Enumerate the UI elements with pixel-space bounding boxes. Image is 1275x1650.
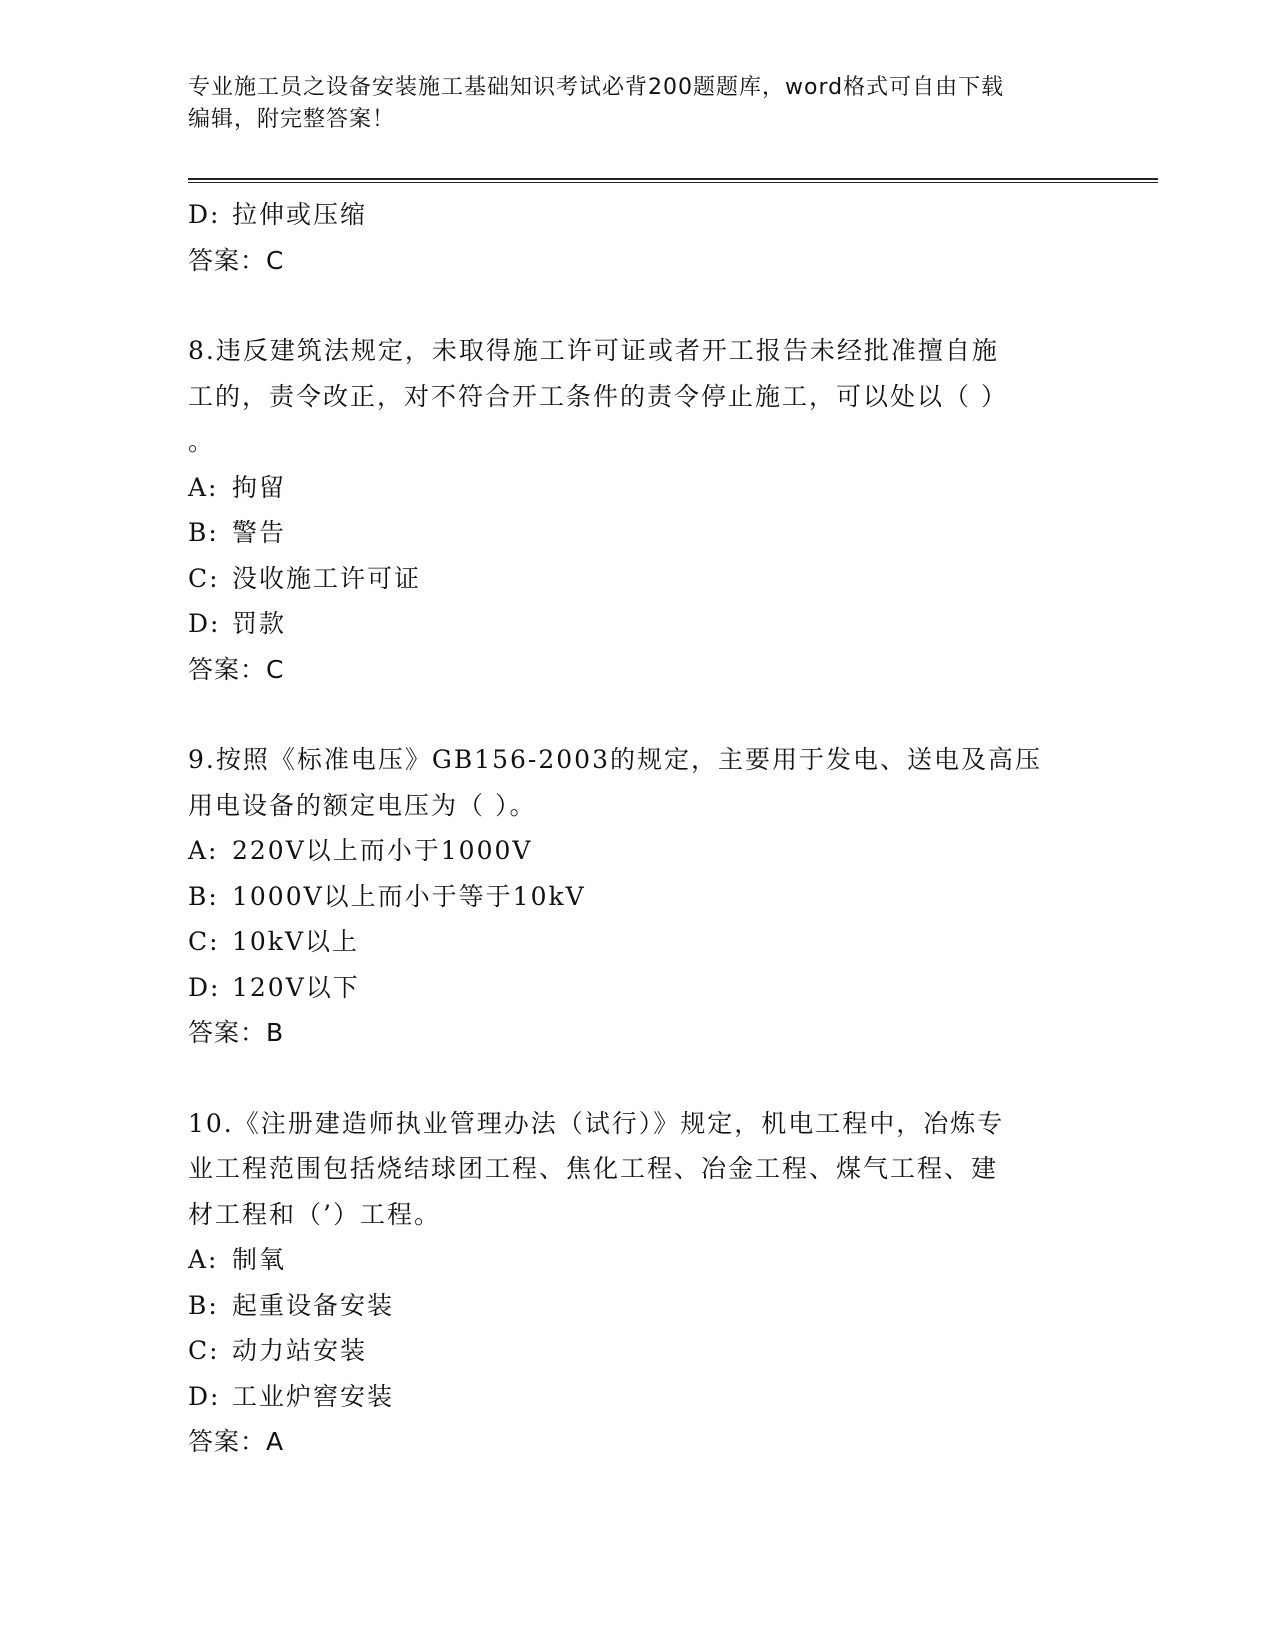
option-label: D: bbox=[188, 972, 221, 1002]
spacer bbox=[188, 283, 1108, 328]
option-c bbox=[188, 919, 1108, 965]
stem-line: 10.《注册建造师执业管理办法（试行）》规定，机电工程中，冶炼专 bbox=[188, 1108, 1005, 1138]
option-d bbox=[188, 1374, 1108, 1420]
answer-line: 答案：C bbox=[188, 654, 285, 684]
stem-line: 8.违反建筑法规定，未取得施工许可证或者开工报告未经批准擅自施 bbox=[188, 336, 999, 365]
option-label: D: bbox=[188, 200, 221, 229]
option-label: A: bbox=[188, 472, 219, 502]
option-text: 制氧 bbox=[232, 1245, 287, 1274]
stem-line: 工的，责令改正，对不符合开工条件的责令停止施工，可以处以（ ） bbox=[188, 381, 1008, 411]
option-d bbox=[188, 192, 1108, 238]
option-label: B: bbox=[188, 1290, 219, 1320]
option-label: D: bbox=[188, 609, 221, 638]
option-b bbox=[188, 874, 1108, 920]
option-text: 120V以下 bbox=[232, 972, 360, 1002]
option-d bbox=[188, 965, 1108, 1011]
option-a bbox=[188, 828, 1108, 874]
header-title-line-2: 编辑，附完整答案！ bbox=[188, 107, 396, 132]
stem-line: 业工程范围包括烧结球团工程、焦化工程、冶金工程、煤气工程、建 bbox=[188, 1154, 999, 1183]
question-7-tail bbox=[188, 192, 1108, 283]
option-a bbox=[188, 465, 1108, 511]
option-b bbox=[188, 510, 1108, 556]
option-label: D: bbox=[188, 1381, 221, 1411]
answer-line: 答案：A bbox=[188, 1427, 285, 1456]
option-label: C: bbox=[188, 1336, 220, 1365]
spacer bbox=[188, 1056, 1108, 1101]
stem-line: 。 bbox=[188, 427, 216, 456]
page-header bbox=[188, 72, 1088, 136]
question-10 bbox=[188, 1101, 1108, 1465]
answer-line: 答案：B bbox=[188, 1018, 285, 1047]
question-9 bbox=[188, 737, 1108, 1056]
option-d bbox=[188, 601, 1108, 647]
option-text: 罚款 bbox=[232, 609, 287, 638]
option-label: A: bbox=[188, 1245, 219, 1274]
option-text: 1000V以上而小于等于10kV bbox=[232, 881, 586, 911]
option-label: C: bbox=[188, 563, 220, 593]
option-c bbox=[188, 1328, 1108, 1374]
option-text: 拉伸或压缩 bbox=[232, 200, 368, 229]
document-body bbox=[188, 192, 1108, 1465]
spacer bbox=[188, 692, 1108, 737]
option-text: 起重设备安装 bbox=[232, 1290, 395, 1320]
question-8 bbox=[188, 328, 1108, 692]
option-label: B: bbox=[188, 881, 219, 911]
option-label: B: bbox=[188, 518, 219, 547]
option-text: 动力站安装 bbox=[232, 1336, 368, 1365]
option-label: A: bbox=[188, 836, 219, 865]
option-b bbox=[188, 1283, 1108, 1329]
question-stem bbox=[188, 737, 1108, 828]
option-a bbox=[188, 1237, 1108, 1283]
answer-line: 答案：C bbox=[188, 245, 285, 275]
option-label: C: bbox=[188, 927, 220, 956]
option-text: 工业炉窖安装 bbox=[232, 1381, 395, 1411]
option-text: 没收施工许可证 bbox=[232, 563, 422, 593]
question-stem bbox=[188, 1101, 1108, 1238]
option-text: 警告 bbox=[232, 518, 287, 547]
option-text: 10kV以上 bbox=[232, 927, 360, 956]
stem-line: 材工程和（’）工程。 bbox=[188, 1199, 441, 1229]
header-divider bbox=[188, 178, 1158, 183]
header-title-line-1: 专业施工员之设备安装施工基础知识考试必背200题题库，word格式可自由下载 bbox=[188, 75, 1005, 100]
stem-line: 9.按照《标准电压》GB156-2003的规定，主要用于发电、送电及高压 bbox=[188, 745, 1042, 774]
option-c bbox=[188, 556, 1108, 602]
option-text: 拘留 bbox=[232, 472, 287, 502]
question-stem bbox=[188, 328, 1108, 465]
option-text: 220V以上而小于1000V bbox=[232, 836, 533, 865]
stem-line: 用电设备的额定电压为（ ）。 bbox=[188, 790, 537, 820]
